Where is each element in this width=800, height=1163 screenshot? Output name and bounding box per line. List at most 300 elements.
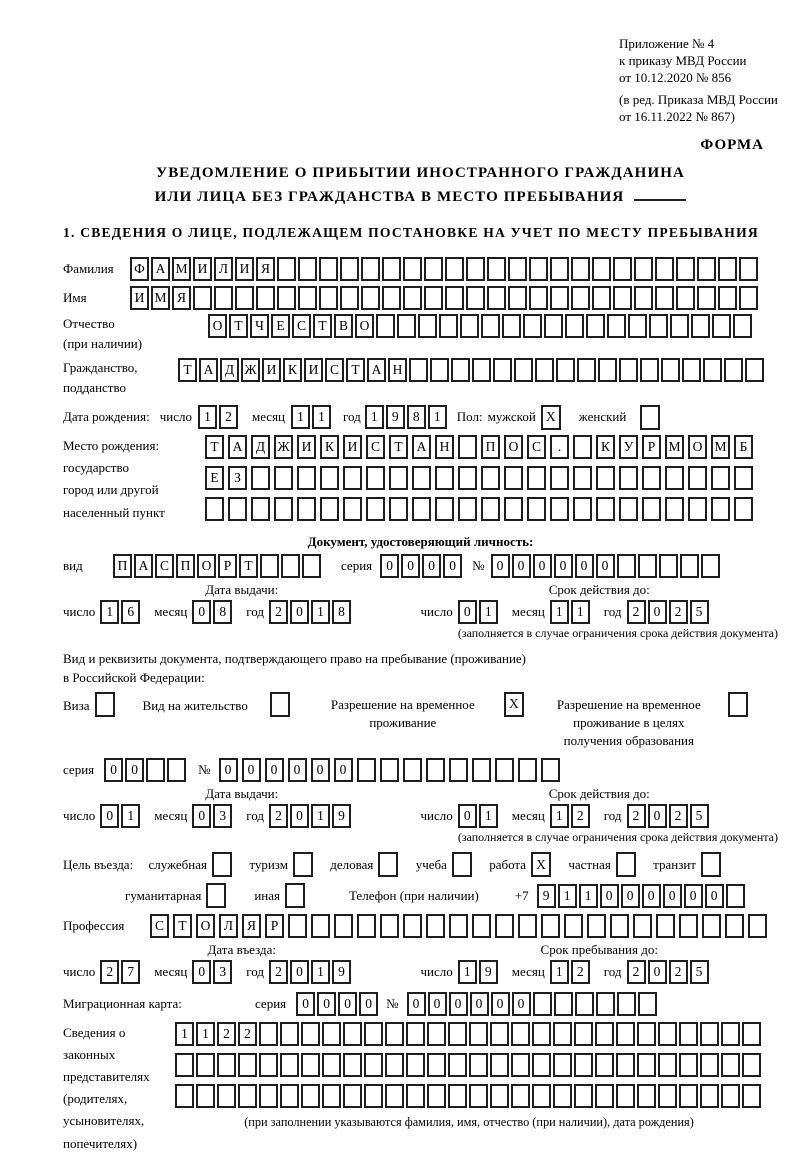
char-box[interactable]: 0	[621, 884, 640, 908]
char-box[interactable]: 0	[125, 758, 144, 782]
char-box[interactable]: 9	[479, 960, 498, 984]
char-box[interactable]: О	[504, 435, 523, 459]
char-box[interactable]: 2	[269, 960, 288, 984]
char-box[interactable]	[452, 852, 472, 877]
char-box[interactable]	[518, 914, 537, 938]
char-box[interactable]	[596, 992, 615, 1016]
char-box[interactable]	[259, 1084, 278, 1108]
char-box[interactable]: Б	[734, 435, 753, 459]
char-box[interactable]: 2	[627, 804, 646, 828]
char-box[interactable]	[634, 257, 653, 281]
char-box[interactable]: 0	[192, 600, 211, 624]
char-box[interactable]	[739, 286, 758, 310]
char-box[interactable]	[670, 314, 689, 338]
char-box[interactable]	[655, 257, 674, 281]
char-box[interactable]	[251, 497, 270, 521]
char-box[interactable]: У	[619, 435, 638, 459]
char-box[interactable]	[481, 314, 500, 338]
char-box[interactable]	[504, 466, 523, 490]
char-box[interactable]	[469, 1084, 488, 1108]
char-box[interactable]: 0	[663, 884, 682, 908]
rvp-number-boxes[interactable]	[219, 758, 564, 782]
char-box[interactable]	[277, 286, 296, 310]
char-box[interactable]: X	[504, 692, 524, 717]
char-box[interactable]	[554, 992, 573, 1016]
char-box[interactable]	[297, 466, 316, 490]
char-box[interactable]	[380, 758, 399, 782]
char-box[interactable]	[726, 884, 745, 908]
char-box[interactable]: 1	[479, 804, 498, 828]
char-box[interactable]	[449, 914, 468, 938]
rvp-valid-day[interactable]	[458, 804, 500, 828]
char-box[interactable]	[490, 1053, 509, 1077]
char-box[interactable]	[637, 1084, 656, 1108]
char-box[interactable]: Е	[271, 314, 290, 338]
char-box[interactable]	[385, 1022, 404, 1046]
rvp-valid-year[interactable]	[627, 804, 711, 828]
representatives-row3[interactable]	[175, 1084, 763, 1108]
char-box[interactable]	[412, 466, 431, 490]
char-box[interactable]	[680, 554, 699, 578]
char-box[interactable]	[426, 758, 445, 782]
char-box[interactable]	[490, 1022, 509, 1046]
char-box[interactable]: .	[550, 435, 569, 459]
char-box[interactable]	[481, 497, 500, 521]
char-box[interactable]	[427, 1022, 446, 1046]
char-box[interactable]: А	[228, 435, 247, 459]
char-box[interactable]	[448, 1022, 467, 1046]
doc-valid-year[interactable]	[627, 600, 711, 624]
char-box[interactable]	[448, 1053, 467, 1077]
char-box[interactable]	[633, 914, 652, 938]
char-box[interactable]	[742, 1084, 761, 1108]
char-box[interactable]	[508, 286, 527, 310]
char-box[interactable]	[711, 497, 730, 521]
char-box[interactable]	[541, 914, 560, 938]
char-box[interactable]: А	[151, 257, 170, 281]
char-box[interactable]: 2	[100, 960, 119, 984]
char-box[interactable]	[700, 1053, 719, 1077]
char-box[interactable]	[430, 358, 449, 382]
char-box[interactable]: X	[541, 405, 561, 430]
char-box[interactable]: Р	[218, 554, 237, 578]
char-box[interactable]	[389, 497, 408, 521]
char-box[interactable]	[298, 286, 317, 310]
char-box[interactable]	[514, 358, 533, 382]
char-box[interactable]	[167, 758, 186, 782]
rvp-valid-month[interactable]	[550, 804, 592, 828]
char-box[interactable]: Д	[251, 435, 270, 459]
char-box[interactable]	[302, 554, 321, 578]
char-box[interactable]	[658, 1053, 677, 1077]
birth-month-boxes[interactable]	[291, 405, 333, 429]
char-box[interactable]	[595, 1084, 614, 1108]
char-box[interactable]	[364, 1084, 383, 1108]
char-box[interactable]	[274, 497, 293, 521]
char-box[interactable]	[596, 466, 615, 490]
char-box[interactable]	[697, 286, 716, 310]
purpose-study-checkbox[interactable]	[452, 852, 474, 877]
char-box[interactable]: Т	[239, 554, 258, 578]
char-box[interactable]: С	[150, 914, 169, 938]
char-box[interactable]	[364, 1022, 383, 1046]
char-box[interactable]	[617, 554, 636, 578]
char-box[interactable]	[725, 914, 744, 938]
char-box[interactable]	[487, 286, 506, 310]
char-box[interactable]: О	[196, 914, 215, 938]
char-box[interactable]	[734, 466, 753, 490]
char-box[interactable]	[628, 314, 647, 338]
char-box[interactable]	[649, 314, 668, 338]
char-box[interactable]	[553, 1053, 572, 1077]
char-box[interactable]: 2	[269, 804, 288, 828]
char-box[interactable]	[319, 286, 338, 310]
char-box[interactable]	[280, 1053, 299, 1077]
char-box[interactable]	[466, 257, 485, 281]
char-box[interactable]	[403, 914, 422, 938]
char-box[interactable]: 0	[458, 804, 477, 828]
char-box[interactable]	[688, 466, 707, 490]
char-box[interactable]: 0	[104, 758, 123, 782]
char-box[interactable]	[490, 1084, 509, 1108]
birth-year-boxes[interactable]	[365, 405, 449, 429]
char-box[interactable]: 0	[192, 804, 211, 828]
char-box[interactable]	[389, 466, 408, 490]
doc-issue-month[interactable]	[192, 600, 234, 624]
char-box[interactable]: 0	[648, 960, 667, 984]
char-box[interactable]: 0	[290, 600, 309, 624]
char-box[interactable]: 0	[705, 884, 724, 908]
char-box[interactable]	[193, 286, 212, 310]
char-box[interactable]: 2	[238, 1022, 257, 1046]
char-box[interactable]: 2	[669, 600, 688, 624]
char-box[interactable]: 1	[311, 600, 330, 624]
char-box[interactable]: 8	[332, 600, 351, 624]
char-box[interactable]	[445, 257, 464, 281]
char-box[interactable]	[587, 914, 606, 938]
doc-valid-day[interactable]	[458, 600, 500, 624]
char-box[interactable]	[573, 435, 592, 459]
char-box[interactable]: Я	[242, 914, 261, 938]
rvp-issue-day[interactable]	[100, 804, 142, 828]
representatives-row2[interactable]	[175, 1053, 763, 1077]
purpose-private-checkbox[interactable]	[616, 852, 638, 877]
char-box[interactable]	[403, 286, 422, 310]
char-box[interactable]	[544, 314, 563, 338]
char-box[interactable]	[721, 1022, 740, 1046]
char-box[interactable]	[523, 314, 542, 338]
char-box[interactable]	[281, 554, 300, 578]
char-box[interactable]	[529, 257, 548, 281]
profession-boxes[interactable]	[150, 914, 771, 938]
char-box[interactable]	[361, 257, 380, 281]
char-box[interactable]	[251, 466, 270, 490]
char-box[interactable]	[574, 1053, 593, 1077]
char-box[interactable]	[364, 1053, 383, 1077]
char-box[interactable]	[260, 554, 279, 578]
char-box[interactable]: 0	[533, 554, 552, 578]
char-box[interactable]	[616, 1084, 635, 1108]
char-box[interactable]	[424, 257, 443, 281]
birth-place-row2[interactable]	[205, 466, 757, 490]
char-box[interactable]	[409, 358, 428, 382]
char-box[interactable]: Л	[219, 914, 238, 938]
char-box[interactable]	[320, 466, 339, 490]
char-box[interactable]	[403, 758, 422, 782]
char-box[interactable]	[595, 1022, 614, 1046]
purpose-commercial-checkbox[interactable]	[378, 852, 400, 877]
char-box[interactable]	[571, 257, 590, 281]
char-box[interactable]	[724, 358, 743, 382]
char-box[interactable]	[298, 257, 317, 281]
temp-residence-edu-checkbox[interactable]	[728, 692, 750, 717]
purpose-humanitarian-checkbox[interactable]	[206, 883, 228, 908]
char-box[interactable]	[619, 466, 638, 490]
char-box[interactable]	[701, 852, 721, 877]
char-box[interactable]	[637, 1022, 656, 1046]
char-box[interactable]: 0	[380, 554, 399, 578]
char-box[interactable]: 0	[648, 600, 667, 624]
char-box[interactable]	[382, 257, 401, 281]
char-box[interactable]: 3	[213, 960, 232, 984]
char-box[interactable]	[508, 257, 527, 281]
char-box[interactable]: П	[176, 554, 195, 578]
char-box[interactable]: Ф	[130, 257, 149, 281]
char-box[interactable]: 0	[338, 992, 357, 1016]
patronymic-boxes[interactable]	[208, 314, 754, 338]
char-box[interactable]: 0	[575, 554, 594, 578]
char-box[interactable]	[637, 1053, 656, 1077]
char-box[interactable]: 9	[332, 960, 351, 984]
char-box[interactable]	[679, 1053, 698, 1077]
char-box[interactable]: И	[130, 286, 149, 310]
char-box[interactable]: Т	[205, 435, 224, 459]
char-box[interactable]	[469, 1022, 488, 1046]
entry-day[interactable]	[100, 960, 142, 984]
char-box[interactable]	[511, 1053, 530, 1077]
char-box[interactable]	[382, 286, 401, 310]
char-box[interactable]	[343, 497, 362, 521]
char-box[interactable]: 1	[291, 405, 310, 429]
char-box[interactable]	[658, 1084, 677, 1108]
char-box[interactable]: 0	[219, 758, 238, 782]
char-box[interactable]: З	[228, 466, 247, 490]
char-box[interactable]: 0	[491, 554, 510, 578]
char-box[interactable]	[293, 852, 313, 877]
char-box[interactable]: 0	[334, 758, 353, 782]
char-box[interactable]: 0	[265, 758, 284, 782]
char-box[interactable]	[533, 992, 552, 1016]
char-box[interactable]: Р	[642, 435, 661, 459]
char-box[interactable]	[573, 497, 592, 521]
char-box[interactable]: Е	[205, 466, 224, 490]
char-box[interactable]	[340, 286, 359, 310]
char-box[interactable]: С	[155, 554, 174, 578]
char-box[interactable]: Л	[214, 257, 233, 281]
char-box[interactable]: 1	[579, 884, 598, 908]
char-box[interactable]	[564, 914, 583, 938]
char-box[interactable]: О	[208, 314, 227, 338]
char-box[interactable]	[228, 497, 247, 521]
char-box[interactable]: О	[355, 314, 374, 338]
entry-year[interactable]	[269, 960, 353, 984]
char-box[interactable]	[397, 314, 416, 338]
char-box[interactable]: 8	[407, 405, 426, 429]
char-box[interactable]	[376, 314, 395, 338]
char-box[interactable]	[412, 497, 431, 521]
char-box[interactable]	[458, 466, 477, 490]
char-box[interactable]	[357, 914, 376, 938]
until-day[interactable]	[458, 960, 500, 984]
char-box[interactable]: 9	[332, 804, 351, 828]
char-box[interactable]	[301, 1053, 320, 1077]
char-box[interactable]	[592, 286, 611, 310]
char-box[interactable]	[718, 286, 737, 310]
char-box[interactable]	[403, 257, 422, 281]
char-box[interactable]: 6	[121, 600, 140, 624]
char-box[interactable]: Т	[178, 358, 197, 382]
char-box[interactable]: Ж	[274, 435, 293, 459]
char-box[interactable]: Я	[172, 286, 191, 310]
char-box[interactable]: 0	[317, 992, 336, 1016]
char-box[interactable]: Т	[346, 358, 365, 382]
temp-residence-checkbox[interactable]	[504, 692, 526, 717]
purpose-other-checkbox[interactable]	[285, 883, 307, 908]
char-box[interactable]	[495, 914, 514, 938]
char-box[interactable]: 0	[491, 992, 510, 1016]
char-box[interactable]: И	[297, 435, 316, 459]
char-box[interactable]: 2	[627, 960, 646, 984]
char-box[interactable]: 0	[512, 554, 531, 578]
rvp-series-boxes[interactable]	[104, 758, 188, 782]
char-box[interactable]	[598, 358, 617, 382]
char-box[interactable]	[742, 1053, 761, 1077]
char-box[interactable]	[380, 914, 399, 938]
char-box[interactable]	[340, 257, 359, 281]
char-box[interactable]: О	[688, 435, 707, 459]
char-box[interactable]	[451, 358, 470, 382]
char-box[interactable]: 0	[422, 554, 441, 578]
char-box[interactable]	[175, 1053, 194, 1077]
char-box[interactable]	[285, 883, 305, 908]
char-box[interactable]: 2	[217, 1022, 236, 1046]
char-box[interactable]: 9	[537, 884, 556, 908]
char-box[interactable]	[679, 914, 698, 938]
char-box[interactable]	[322, 1084, 341, 1108]
char-box[interactable]	[95, 692, 115, 717]
char-box[interactable]: 0	[359, 992, 378, 1016]
char-box[interactable]: Я	[256, 257, 275, 281]
char-box[interactable]	[656, 914, 675, 938]
doc-series-boxes[interactable]	[380, 554, 464, 578]
char-box[interactable]: 2	[219, 405, 238, 429]
char-box[interactable]	[574, 1022, 593, 1046]
char-box[interactable]	[550, 497, 569, 521]
char-box[interactable]	[571, 286, 590, 310]
char-box[interactable]	[553, 1022, 572, 1046]
char-box[interactable]: С	[366, 435, 385, 459]
char-box[interactable]	[711, 466, 730, 490]
char-box[interactable]	[206, 883, 226, 908]
char-box[interactable]	[357, 758, 376, 782]
char-box[interactable]	[728, 692, 748, 717]
char-box[interactable]	[280, 1084, 299, 1108]
char-box[interactable]	[527, 466, 546, 490]
purpose-transit-checkbox[interactable]	[701, 852, 723, 877]
char-box[interactable]	[280, 1022, 299, 1046]
char-box[interactable]	[406, 1084, 425, 1108]
char-box[interactable]: 0	[290, 804, 309, 828]
birth-day-boxes[interactable]	[198, 405, 240, 429]
char-box[interactable]	[319, 257, 338, 281]
char-box[interactable]	[460, 314, 479, 338]
char-box[interactable]: 1	[311, 960, 330, 984]
char-box[interactable]: А	[412, 435, 431, 459]
char-box[interactable]: 2	[269, 600, 288, 624]
char-box[interactable]: И	[262, 358, 281, 382]
char-box[interactable]	[259, 1022, 278, 1046]
char-box[interactable]: 1	[311, 804, 330, 828]
char-box[interactable]: 2	[571, 960, 590, 984]
char-box[interactable]	[435, 466, 454, 490]
char-box[interactable]: 0	[290, 960, 309, 984]
char-box[interactable]	[322, 1053, 341, 1077]
char-box[interactable]: 0	[600, 884, 619, 908]
entry-month[interactable]	[192, 960, 234, 984]
char-box[interactable]	[659, 554, 678, 578]
char-box[interactable]: Ж	[241, 358, 260, 382]
char-box[interactable]: 0	[596, 554, 615, 578]
char-box[interactable]: 1	[550, 804, 569, 828]
char-box[interactable]	[586, 314, 605, 338]
char-box[interactable]	[535, 358, 554, 382]
char-box[interactable]: И	[304, 358, 323, 382]
char-box[interactable]	[418, 314, 437, 338]
char-box[interactable]: 0	[684, 884, 703, 908]
char-box[interactable]	[700, 1022, 719, 1046]
residence-permit-checkbox[interactable]	[270, 692, 292, 717]
char-box[interactable]	[634, 286, 653, 310]
char-box[interactable]	[718, 257, 737, 281]
char-box[interactable]	[511, 1084, 530, 1108]
char-box[interactable]: 3	[213, 804, 232, 828]
char-box[interactable]	[596, 497, 615, 521]
char-box[interactable]: 0	[296, 992, 315, 1016]
char-box[interactable]	[613, 286, 632, 310]
char-box[interactable]	[610, 914, 629, 938]
char-box[interactable]	[212, 852, 232, 877]
char-box[interactable]	[235, 286, 254, 310]
char-box[interactable]: 9	[386, 405, 405, 429]
char-box[interactable]: 0	[449, 992, 468, 1016]
char-box[interactable]	[575, 992, 594, 1016]
char-box[interactable]: 2	[669, 960, 688, 984]
char-box[interactable]	[577, 358, 596, 382]
char-box[interactable]	[665, 466, 684, 490]
char-box[interactable]: С	[325, 358, 344, 382]
char-box[interactable]: 1	[550, 960, 569, 984]
char-box[interactable]: X	[531, 852, 551, 877]
char-box[interactable]	[502, 314, 521, 338]
char-box[interactable]	[406, 1022, 425, 1046]
char-box[interactable]: 1	[100, 600, 119, 624]
char-box[interactable]: И	[235, 257, 254, 281]
char-box[interactable]	[196, 1053, 215, 1077]
char-box[interactable]	[688, 497, 707, 521]
char-box[interactable]: 0	[288, 758, 307, 782]
char-box[interactable]: К	[283, 358, 302, 382]
char-box[interactable]	[297, 497, 316, 521]
